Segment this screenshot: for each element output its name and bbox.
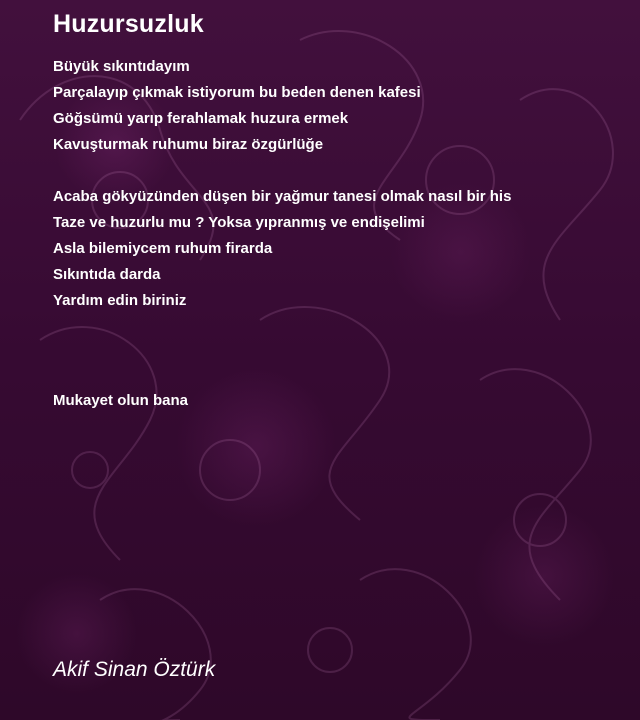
poem-line: Taze ve huzurlu mu ? Yoksa yıpranmış ve endişelimi bbox=[53, 214, 425, 231]
poem-body bbox=[53, 54, 623, 414]
poem-line: Parçalayıp çıkmak istiyorum bu beden denen kafesi bbox=[53, 84, 421, 101]
poem-title: Huzursuzluk bbox=[53, 10, 204, 38]
poem-line: Büyük sıkıntıdayım bbox=[53, 58, 190, 75]
poem-line: Mukayet olun bana bbox=[53, 392, 189, 409]
stanza-2 bbox=[53, 184, 623, 314]
poem-line: Acaba gökyüzünden düşen bir yağmur tanesi olmak nasıl bir his bbox=[53, 188, 512, 205]
poem-line: Göğsümü yarıp ferahlamak huzura ermek bbox=[53, 110, 349, 127]
stanza-gap bbox=[53, 314, 623, 388]
stanza-1 bbox=[53, 54, 623, 158]
poem-line: Yardım edin biriniz bbox=[53, 292, 187, 309]
stanza-gap bbox=[53, 158, 623, 184]
poem-line: Kavuşturmak ruhumu biraz özgürlüğe bbox=[53, 136, 324, 153]
poem-author: Akif Sinan Öztürk bbox=[53, 658, 216, 681]
poem-line: Sıkıntıda darda bbox=[53, 266, 161, 283]
stanza-3 bbox=[53, 388, 623, 414]
poem-line: Asla bilemiycem ruhum firarda bbox=[53, 240, 273, 257]
